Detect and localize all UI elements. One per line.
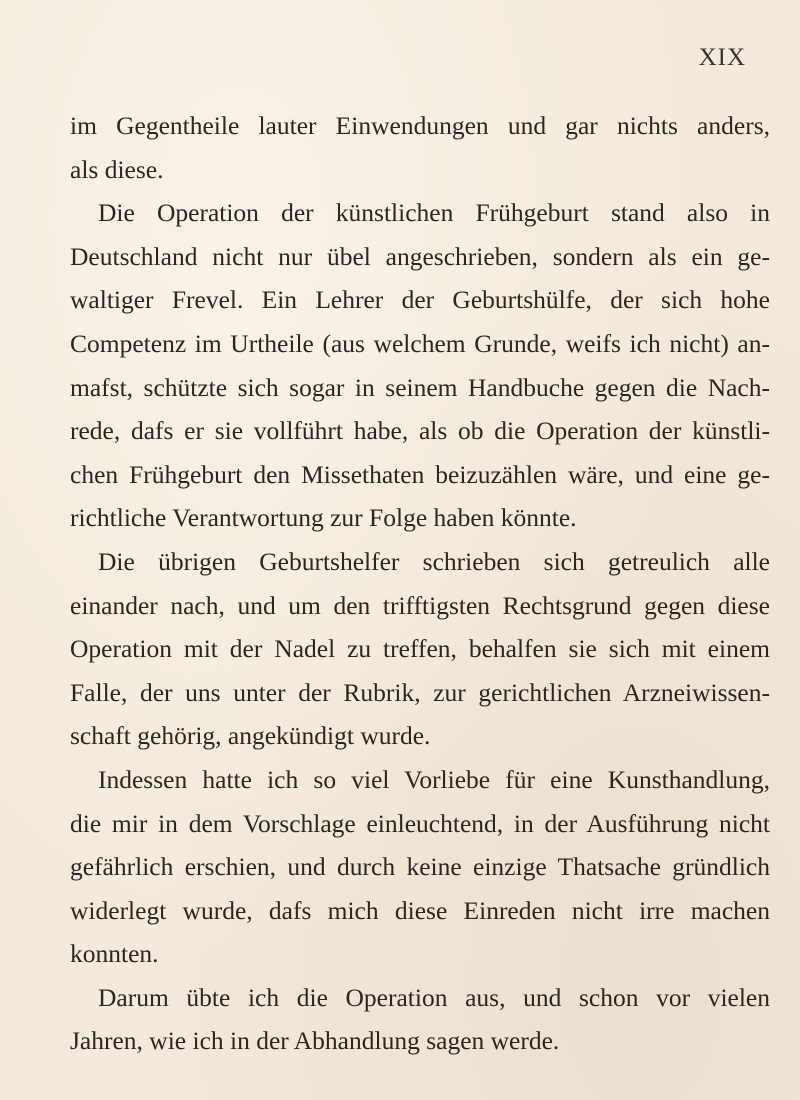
text-line: Die übrigen Geburtshelfer schrieben sich getreulich alle [98, 546, 770, 576]
paragraph-2 [70, 191, 770, 540]
text-line: richtliche Verantwortung zur Folge haben könnte. [70, 503, 577, 533]
paragraph-1 [70, 104, 770, 191]
text-line: waltiger Frevel. Ein Lehrer der Geburtshülfe, der sich hohe [70, 285, 770, 315]
text-line: mafst, schützte sich sogar in seinem Handbuche gegen die Nach- [70, 372, 770, 402]
text-line: Die Operation der künstlichen Frühgeburt stand also in [98, 198, 770, 228]
text-line: die mir in dem Vorschlage einleuchtend, in der Ausführung nicht [70, 808, 770, 838]
text-line: Darum übte ich die Operation aus, und schon vor vielen [98, 982, 770, 1012]
text-line: Falle, der uns unter der Rubrik, zur gerichtlichen Arzneiwissen- [70, 677, 770, 707]
text-line: einander nach, und um den trifftigsten Rechtsgrund gegen diese [70, 590, 770, 620]
page-number: XIX [698, 44, 746, 71]
text-line: Competenz im Urtheile (aus welchem Grunde, weifs ich nicht) an- [70, 328, 770, 358]
text-line: im Gegentheile lauter Einwendungen und gar nichts anders, [70, 111, 770, 140]
text-line: gefährlich erschien, und durch keine einzige Thatsache gründlich [70, 852, 770, 882]
text-line: als diese. [70, 154, 164, 184]
body-text [70, 104, 770, 1063]
text-line: chen Frühgeburt den Missethaten beizuzählen wäre, und eine ge- [70, 459, 770, 489]
paragraph-5 [70, 976, 770, 1063]
text-line: Deutschland nicht nur übel angeschrieben, sondern als ein ge- [70, 241, 770, 271]
text-line: Operation mit der Nadel zu treffen, behalfen sie sich mit einem [70, 634, 770, 664]
text-line: rede, dafs er sie vollführt habe, als ob die Operation der künstli- [70, 416, 770, 446]
text-line: Jahren, wie ich in der Abhandlung sagen werde. [70, 1026, 560, 1056]
text-line: Indessen hatte ich so viel Vorliebe für eine Kunsthandlung, [98, 764, 770, 794]
text-line: schaft gehörig, angekündigt wurde. [70, 721, 431, 751]
text-line: widerlegt wurde, dafs mich diese Einreden nicht irre machen [70, 895, 770, 925]
paragraph-3 [70, 540, 770, 758]
text-line: konnten. [70, 939, 159, 969]
paragraph-4 [70, 758, 770, 976]
